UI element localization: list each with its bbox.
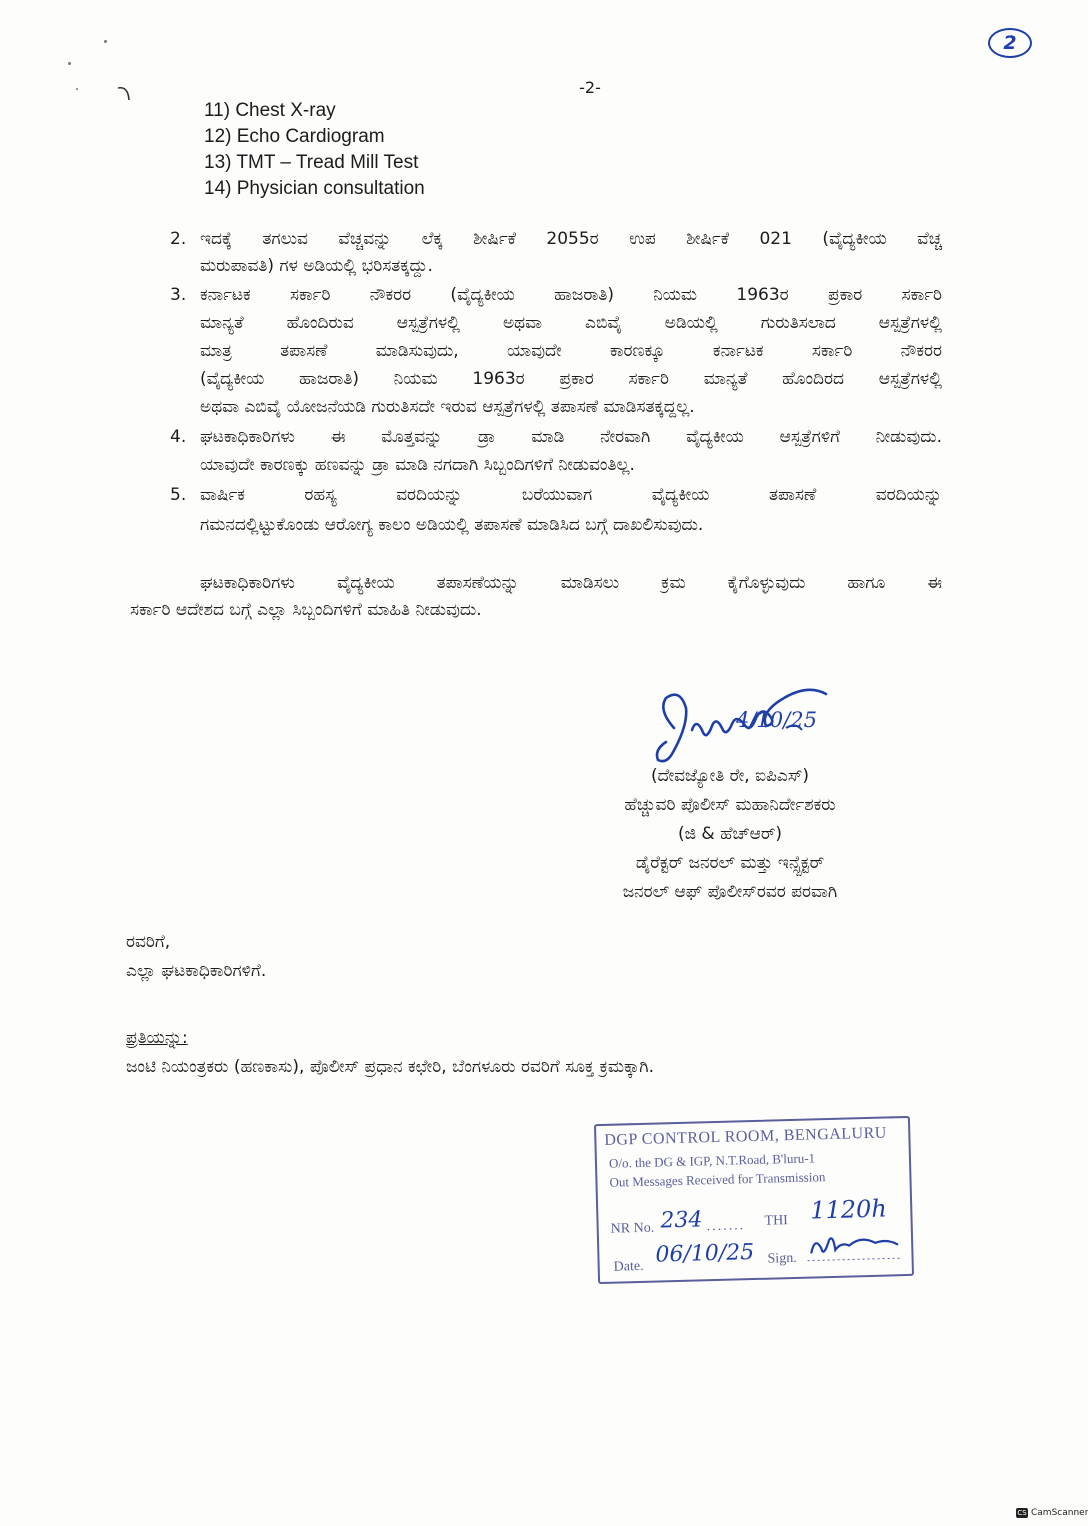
scan-speck xyxy=(104,40,107,43)
stamp-date-value: 06/10/25 xyxy=(655,1240,755,1268)
point-number: 3. xyxy=(170,285,187,305)
point-line: ಯಾವುದೇ ಕಾರಣಕ್ಕು ಹಣವನ್ನು ಡ್ರಾ ಮಾಡಿ ನಗದಾಗಿ ಸಿಬ್ಬಂದಿಗಳಿಗೆ ನೀಡುವಂತಿಲ್ಲ. xyxy=(200,455,635,475)
point-line: ವಾರ್ಷಿಕ ರಹಸ್ಯ ವರದಿಯನ್ನು ಬರೆಯುವಾಗ ವೈದ್ಯಕೀಯ ತಪಾಸಣೆ ವರದಿಯನ್ನು xyxy=(200,485,942,505)
signatory-department: (ಜಿ & ಹೆಚ್‌ಆರ್) xyxy=(677,824,783,844)
closing-line: ಸರ್ಕಾರಿ ಆದೇಶದ ಬಗ್ಗೆ ಎಲ್ಲಾ ಸಿಬ್ಬಂದಿಗಳಿಗೆ ಮಾಹಿತಿ ನೀಡುವುದು. xyxy=(130,600,482,620)
list-item: 11) Chest X-ray xyxy=(204,100,336,121)
recipients-line: ಎಲ್ಲಾ ಘಟಕಾಧಿಕಾರಿಗಳಿಗೆ. xyxy=(126,961,267,981)
point-line: ಇದಕ್ಕೆ ತಗಲುವ ವೆಚ್ಚವನ್ನು ಲೆಕ್ಕ ಶೀರ್ಷಿಕೆ 2055ರ ಉಪ ಶೀರ್ಷಿಕೆ 021 (ವೈದ್ಯಕೀಯ ವೆಚ್ಚ xyxy=(200,229,942,249)
copy-to-line: ಜಂಟಿ ನಿಯಂತ್ರಕರು (ಹಣಕಾಸು), ಪೊಲೀಸ್ ಪ್ರಧಾನ ಕಛೇರಿ, ಬೆಂಗಳೂರು ರವರಿಗೆ ಸೂಕ್ತ ಕ್ರಮಕ್ಕಾಗಿ. xyxy=(126,1057,654,1077)
on-behalf-line: ಡೈರೆಕ್ಟರ್ ಜನರಲ್ ಮತ್ತು ಇನ್ಸ್ಪೆಕ್ಟರ್ xyxy=(635,853,825,873)
stamp-date-label: Date. xyxy=(613,1258,644,1275)
point-line: ಮರುಪಾವತಿ) ಗಳ ಅಡಿಯಲ್ಲಿ ಭರಿಸತಕ್ಕದ್ದು. xyxy=(200,256,433,276)
point-line: ಘಟಕಾಧಿಕಾರಿಗಳು ಈ ಮೊತ್ತವನ್ನು ಡ್ರಾ ಮಾಡಿ ನೇರವಾಗಿ ವೈದ್ಯಕೀಯ ಆಸ್ಪತ್ರೆಗಳಿಗೆ ನೀಡುವುದು. xyxy=(200,427,942,447)
control-room-stamp xyxy=(594,1116,914,1284)
page-number-badge: 2 xyxy=(988,28,1032,58)
point-line: ಅಥವಾ ಎಬಿವೈ ಯೋಜನೆಯಡಿ ಗುರುತಿಸದೇ ಇರುವ ಆಸ್ಪತ್ರೆಗಳಲ್ಲಿ ತಪಾಸಣೆ ಮಾಡಿಸತಕ್ಕದ್ದಲ್ಲ. xyxy=(200,397,695,417)
test-list xyxy=(204,98,425,202)
point-number: 5. xyxy=(170,485,187,505)
scan-mark xyxy=(116,84,132,104)
stamp-thi-label: THI xyxy=(764,1213,789,1229)
point-number: 4. xyxy=(170,427,187,447)
camscanner-watermark xyxy=(1016,1508,1088,1518)
signatory-designation: ಹೆಚ್ಚುವರಿ ಪೊಲೀಸ್ ಮಹಾನಿರ್ದೇಶಕರು xyxy=(624,795,836,815)
scan-speck xyxy=(68,62,71,65)
stamp-nr-value: 234 xyxy=(660,1207,703,1234)
point-line: ಮಾತ್ರ ತಪಾಸಣೆ ಮಾಡಿಸುವುದು, ಯಾವುದೇ ಕಾರಣಕ್ಕೂ ಕರ್ನಾಟಕ ಸರ್ಕಾರಿ ನೌಕರರ xyxy=(200,341,942,361)
stamp-nr-label: NR No. xyxy=(610,1220,655,1237)
page-marker: -2- xyxy=(579,78,601,97)
copy-to-heading: ಪ್ರತಿಯನ್ನು: xyxy=(126,1028,188,1048)
point-line: ಕರ್ನಾಟಕ ಸರ್ಕಾರಿ ನೌಕರರ (ವೈದ್ಯಕೀಯ ಹಾಜರಾತಿ) ನಿಯಮ 1963ರ ಪ್ರಕಾರ ಸರ್ಕಾರಿ xyxy=(200,285,942,305)
recipients xyxy=(126,928,266,986)
point-line: (ವೈದ್ಯಕೀಯ ಹಾಜರಾತಿ) ನಿಯಮ 1963ರ ಪ್ರಕಾರ ಸರ್ಕಾರಿ ಮಾನ್ಯತೆ ಹೊಂದಿರದ ಆಸ್ಪತ್ರೆಗಳಲ್ಲಿ xyxy=(200,369,942,389)
stamp-sign-label: Sign. xyxy=(767,1250,797,1267)
signature-date: 4/10/25 xyxy=(736,708,817,732)
recipients-heading: ರವರಿಗೆ, xyxy=(126,932,171,952)
camscanner-icon: CS xyxy=(1017,1509,1027,1517)
signature-block xyxy=(540,762,920,907)
point-line: ಗಮನದಲ್ಲಿಟ್ಟುಕೊಂಡು ಆರೋಗ್ಯ ಕಾಲಂ ಅಡಿಯಲ್ಲಿ ತಪಾಸಣೆ ಮಾಡಿಸಿದ ಬಗ್ಗೆ ದಾಖಲಿಸುವುದು. xyxy=(200,515,704,535)
stamp-title: DGP CONTROL ROOM, BENGALURU xyxy=(604,1124,888,1149)
list-item: 14) Physician consultation xyxy=(204,178,425,199)
list-item: 13) TMT – Tread Mill Test xyxy=(204,152,419,173)
closing-line: ಘಟಕಾಧಿಕಾರಿಗಳು ವೈದ್ಯಕೀಯ ತಪಾಸಣೆಯನ್ನು ಮಾಡಿಸಲು ಕ್ರಮ ಕೈಗೊಳ್ಳುವುದು ಹಾಗೂ ಈ xyxy=(200,573,942,593)
point-line: ಮಾನ್ಯತೆ ಹೊಂದಿರುವ ಆಸ್ಪತ್ರೆಗಳಲ್ಲಿ ಅಥವಾ ಎಬಿವೈ ಅಡಿಯಲ್ಲಿ ಗುರುತಿಸಲಾದ ಆಸ್ಪತ್ರೆಗಳಲ್ಲಿ xyxy=(200,313,942,333)
camscanner-label: CamScanner xyxy=(1031,1508,1088,1518)
stamp-initials xyxy=(805,1228,902,1267)
stamp-thi-value: 1120h xyxy=(809,1194,888,1225)
stamp-address: O/o. the DG & IGP, N.T.Road, B'luru-1 xyxy=(608,1150,816,1171)
signatory-name: (ದೇವಜ್ಯೋತಿ ರೇ, ಐಪಿಎಸ್) xyxy=(650,766,810,786)
scan-speck xyxy=(76,88,78,90)
point-number: 2. xyxy=(170,229,187,249)
on-behalf-line: ಜನರಲ್ ಆಫ್ ಪೊಲೀಸ್‌ರವರ ಪರವಾಗಿ xyxy=(622,882,838,902)
copy-to xyxy=(126,1024,654,1082)
list-item: 12) Echo Cardiogram xyxy=(204,126,385,147)
stamp-caption: Out Messages Received for Transmission xyxy=(609,1169,826,1190)
dotted-leader: ....... xyxy=(706,1218,746,1235)
